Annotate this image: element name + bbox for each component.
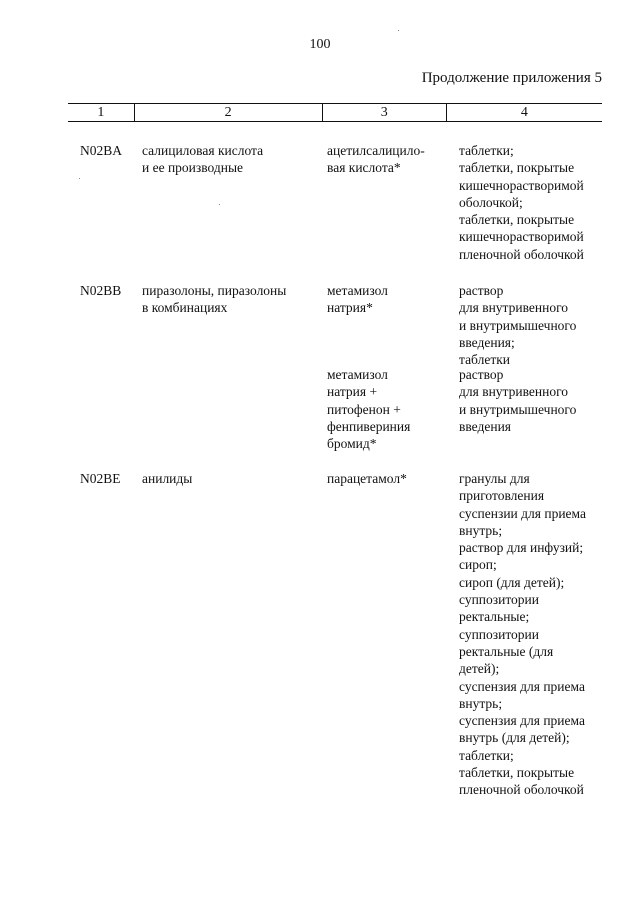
- column-header-2: 2: [134, 104, 322, 122]
- scan-speck: [79, 178, 80, 179]
- atc-code: N02BB: [80, 283, 122, 298]
- dosage-forms: гранулы для приготовления суспензии для приема внутрь; раствор для инфузий; сироп; сироп (для детей); суппозитории ректальные; суппозитории ректальные (для детей); суспензия для приема внутрь; суспензия для приема внутрь (для детей); таблетки; таблетки, покрытые пленочной оболочкой: [459, 471, 586, 798]
- substance-name: парацетамол*: [327, 471, 407, 486]
- atc-code: N02BE: [80, 471, 121, 486]
- column-header-table: [68, 103, 602, 122]
- atc-code: N02BA: [80, 143, 123, 158]
- column-header-4: 4: [446, 104, 602, 122]
- dosage-forms: раствор для внутривенного и внутримышечного введения: [459, 367, 577, 434]
- substance-name: метамизол натрия*: [327, 283, 388, 316]
- substance-name: ацетилсалицило- вая кислота*: [327, 143, 425, 176]
- column-header-1: 1: [68, 104, 134, 122]
- pharmacological-group: анилиды: [142, 471, 193, 486]
- page-number: 100: [309, 37, 331, 52]
- pharmacological-group: салициловая кислота и ее производные: [142, 143, 264, 176]
- pharmacological-group: пиразолоны, пиразолоны в комбинациях: [142, 283, 287, 316]
- scan-speck: [398, 30, 399, 31]
- column-header-3: 3: [322, 104, 446, 122]
- substance-name: метамизол натрия + питофенон + фенпивериния бромид*: [327, 367, 411, 452]
- scan-speck: [219, 204, 220, 205]
- continuation-title: Продолжение приложения 5: [421, 70, 602, 86]
- dosage-forms: раствор для внутривенного и внутримышечного введения; таблетки: [459, 283, 577, 368]
- dosage-forms: таблетки; таблетки, покрытые кишечнорастворимой оболочкой; таблетки, покрытые кишечнорастворимой пленочной оболочкой: [459, 143, 584, 262]
